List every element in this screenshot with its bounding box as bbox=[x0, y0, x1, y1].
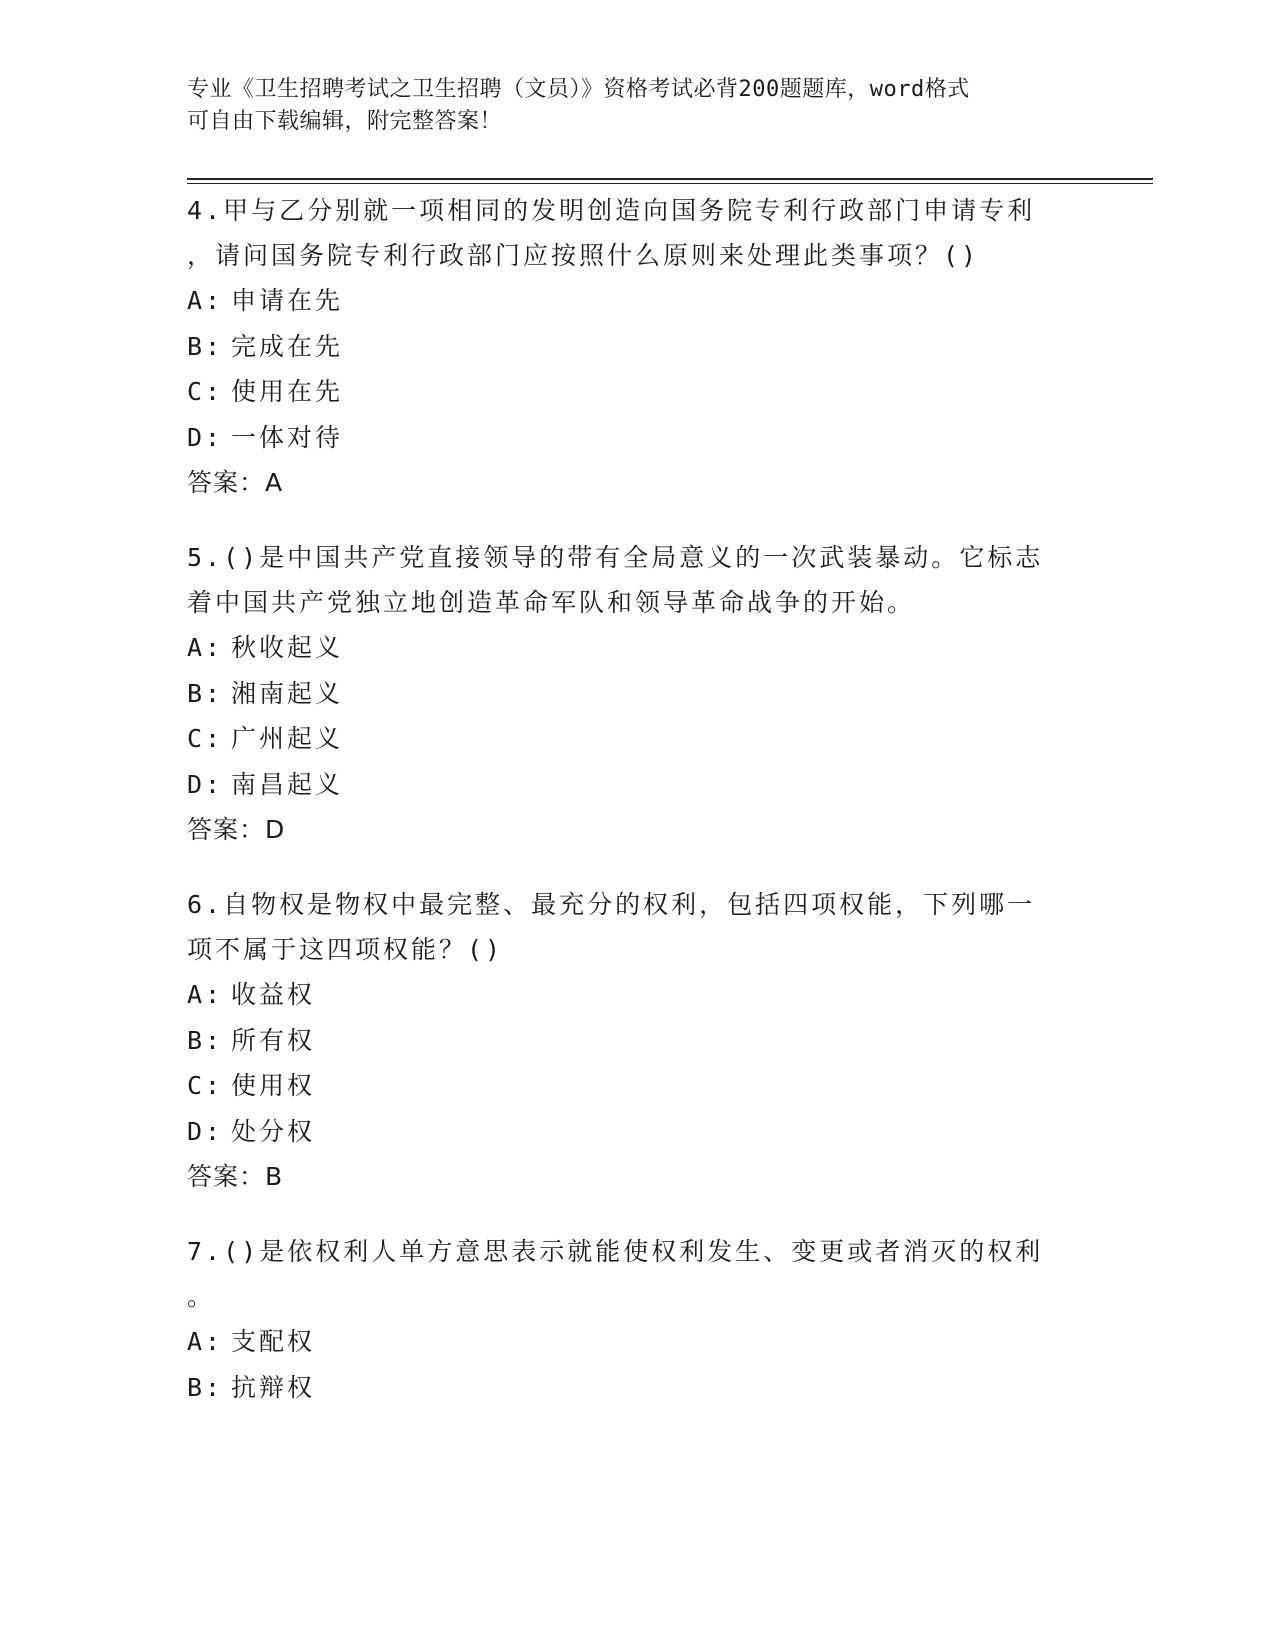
question-stem-line-2: 着中国共产党独立地创造革命军队和领导革命战争的开始。 bbox=[187, 588, 916, 617]
option-b bbox=[187, 1018, 1067, 1064]
option-text: 秋收起义 bbox=[231, 633, 344, 662]
option-key: A: bbox=[187, 633, 224, 662]
option-key: C: bbox=[187, 724, 224, 753]
option-text: 所有权 bbox=[231, 1025, 316, 1055]
option-key: B: bbox=[187, 678, 224, 708]
option-a bbox=[187, 278, 1067, 324]
question-stem bbox=[187, 535, 1067, 625]
option-a bbox=[187, 1319, 1067, 1365]
option-c bbox=[187, 1063, 1067, 1109]
option-text: 处分权 bbox=[231, 1116, 316, 1146]
option-c bbox=[187, 716, 1067, 762]
option-d bbox=[187, 762, 1067, 808]
option-key: A: bbox=[187, 1327, 224, 1356]
question-stem-line-2: 。 bbox=[187, 1282, 216, 1311]
option-b bbox=[187, 1365, 1067, 1411]
question-stem-line-1: 7.()是依权利人单方意思表示就能使权利发生、变更或者消灭的权利 bbox=[187, 1237, 1044, 1266]
option-text: 广州起义 bbox=[231, 724, 344, 753]
question-stem bbox=[187, 882, 1067, 972]
option-key: C: bbox=[187, 377, 224, 406]
document-header bbox=[187, 74, 1067, 138]
option-key: A: bbox=[187, 980, 224, 1009]
option-b bbox=[187, 324, 1067, 370]
answer-line: 答案：D bbox=[187, 815, 286, 844]
option-key: A: bbox=[187, 286, 224, 315]
option-key: C: bbox=[187, 1071, 224, 1100]
header-divider-thick bbox=[187, 178, 1153, 180]
option-key: B: bbox=[187, 331, 224, 361]
option-c bbox=[187, 369, 1067, 415]
question-stem bbox=[187, 1229, 1067, 1319]
option-key: D: bbox=[187, 422, 224, 452]
option-text: 南昌起义 bbox=[231, 769, 344, 799]
option-b bbox=[187, 671, 1067, 717]
question-stem-line-2: ，请问国务院专利行政部门应按照什么原则来处理此类事项？() bbox=[187, 241, 980, 270]
question-6 bbox=[187, 882, 1067, 1199]
option-text: 抗辩权 bbox=[231, 1372, 316, 1402]
header-line-2: 可自由下载编辑，附完整答案！ bbox=[187, 109, 503, 134]
question-7 bbox=[187, 1229, 1067, 1410]
question-4 bbox=[187, 188, 1067, 505]
header-divider-thin bbox=[187, 183, 1153, 184]
option-text: 申请在先 bbox=[231, 286, 344, 315]
question-stem-line-1: 4.甲与乙分别就一项相同的发明创造向国务院专利行政部门申请专利 bbox=[187, 196, 1036, 225]
question-stem-line-1: 5.()是中国共产党直接领导的带有全局意义的一次武装暴动。它标志 bbox=[187, 543, 1044, 572]
question-stem-line-2: 项不属于这四项权能？() bbox=[187, 935, 504, 964]
answer-line: 答案：B bbox=[187, 1162, 284, 1191]
option-a bbox=[187, 972, 1067, 1018]
option-text: 湘南起义 bbox=[231, 678, 344, 708]
option-d bbox=[187, 1109, 1067, 1155]
question-list bbox=[187, 188, 1067, 1440]
answer-line: 答案：A bbox=[187, 468, 284, 497]
option-key: B: bbox=[187, 1025, 224, 1055]
header-line-1: 专业《卫生招聘考试之卫生招聘（文员）》资格考试必背200题题库，word格式 bbox=[187, 77, 970, 102]
option-key: B: bbox=[187, 1372, 224, 1402]
question-5 bbox=[187, 535, 1067, 852]
question-stem-line-1: 6.自物权是物权中最完整、最充分的权利，包括四项权能，下列哪一 bbox=[187, 890, 1036, 919]
option-text: 使用在先 bbox=[231, 377, 344, 406]
option-key: D: bbox=[187, 1116, 224, 1146]
option-text: 一体对待 bbox=[231, 422, 344, 452]
option-text: 收益权 bbox=[231, 980, 316, 1009]
option-d bbox=[187, 415, 1067, 461]
option-key: D: bbox=[187, 769, 224, 799]
option-text: 完成在先 bbox=[231, 331, 344, 361]
option-text: 支配权 bbox=[231, 1327, 316, 1356]
question-stem bbox=[187, 188, 1067, 278]
option-a bbox=[187, 625, 1067, 671]
option-text: 使用权 bbox=[231, 1071, 316, 1100]
